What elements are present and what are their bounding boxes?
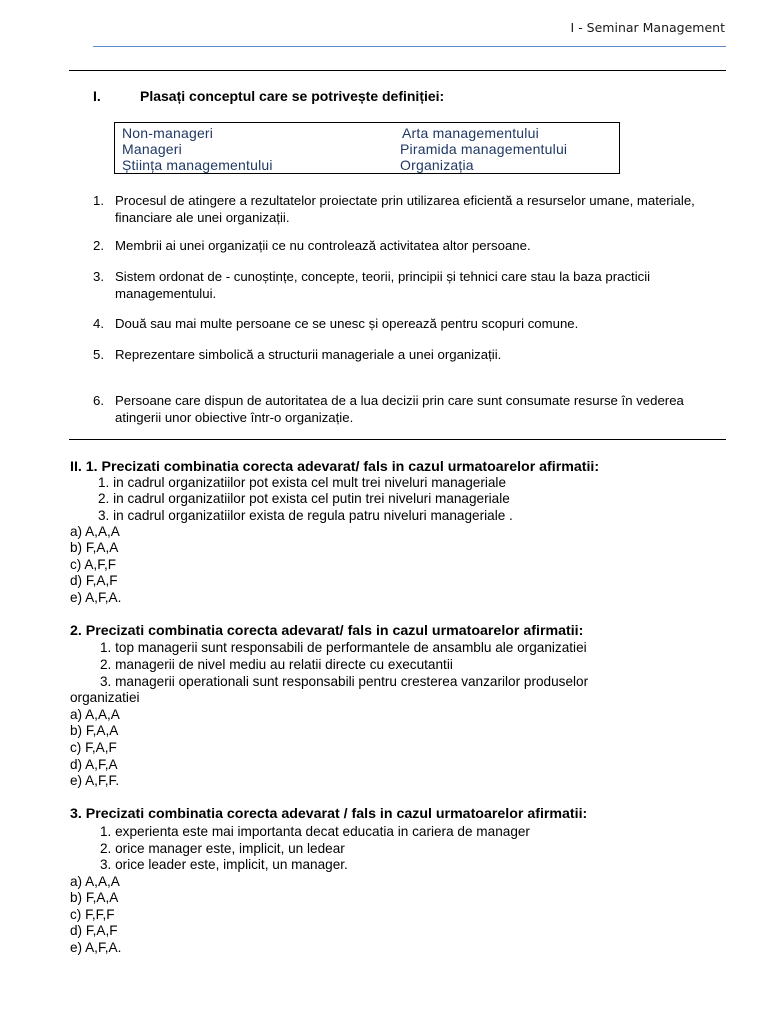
question-2-title: 2. Precizati combinatia corecta adevarat/ fals in cazul urmatoarelor afirmatii: (70, 623, 584, 639)
question-3-option: d) F,A,F (70, 923, 118, 938)
definition-number: 2. (93, 238, 104, 253)
definition-number: 3. (93, 269, 104, 284)
header-rule (93, 46, 726, 47)
definition-text: Două sau mai multe persoane ce se unesc și operează pentru scopuri comune. (115, 316, 579, 331)
definition-number: 6. (93, 393, 104, 408)
concept-piramida-managementului: Piramida managementului (400, 141, 568, 157)
definition-number: 4. (93, 316, 104, 331)
concept-arta-managementului: Arta managementului (402, 125, 539, 141)
question-3-option: c) F,F,F (70, 907, 115, 922)
question-3-statement: 2. orice manager este, implicit, un ledear (100, 841, 345, 856)
question-2-statement: 2. managerii de nivel mediu au relatii directe cu executantii (100, 657, 453, 672)
question-1-option: e) A,F,A. (70, 590, 122, 605)
question-3-statement: 1. experienta este mai importanta decat educatia in cariera de manager (100, 824, 530, 839)
page-header-title: I - Seminar Management (570, 20, 725, 35)
question-1-option: d) F,A,F (70, 573, 118, 588)
definition-text: Membrii ai unei organizații ce nu controlează activitatea altor persoane. (115, 238, 531, 253)
question-2-option: b) F,A,A (70, 723, 119, 738)
question-2-option: e) A,F,F. (70, 773, 120, 788)
question-1-option: b) F,A,A (70, 540, 119, 555)
question-1-statement: 3. in cadrul organizatiilor exista de regula patru niveluri manageriale . (98, 508, 513, 523)
concepts-box (114, 122, 620, 174)
question-2-option: a) A,A,A (70, 707, 120, 722)
question-3-statement: 3. orice leader este, implicit, un manager. (100, 857, 348, 872)
section-divider-top (69, 70, 726, 71)
question-3-option: a) A,A,A (70, 874, 120, 889)
question-1-statement: 1. in cadrul organizatiilor pot exista cel mult trei niveluri manageriale (98, 475, 507, 490)
definition-text: Persoane care dispun de autoritatea de a lua decizii prin care sunt consumate resurse în vederea atingerii unor obiective într-o organizație. (115, 393, 684, 425)
section-divider (69, 439, 726, 440)
question-1-option: c) A,F,F (70, 557, 117, 572)
question-1-statement: 2. in cadrul organizatiilor pot exista cel putin trei niveluri manageriale (98, 491, 510, 506)
concept-non-manageri: Non-manageri (122, 125, 214, 141)
question-2-statement: 1. top managerii sunt responsabili de performantele de ansamblu ale organizatiei (100, 640, 587, 655)
question-1-title: II. 1. Precizati combinatia corecta adevarat/ fals in cazul urmatoarelor afirmatii: (70, 459, 600, 475)
question-3-option: b) F,A,A (70, 890, 119, 905)
question-2-option: c) F,A,F (70, 740, 117, 755)
question-2-statement: 3. managerii operationali sunt responsabili pentru cresterea vanzarilor produselor (100, 674, 589, 689)
question-1-option: a) A,A,A (70, 524, 120, 539)
section1-title: Plasați conceptul care se potrivește definiției: (140, 88, 445, 104)
concept-organizatia: Organizația (400, 157, 474, 173)
concept-stiinta-managementului: Știința managementului (122, 157, 273, 173)
question-2-statement-continuation: organizatiei (70, 690, 140, 705)
question-2-option: d) A,F,A (70, 757, 118, 772)
definition-text: Reprezentare simbolică a structurii manageriale a unei organizații. (115, 347, 502, 362)
question-3-title: 3. Precizati combinatia corecta adevarat / fals in cazul urmatoarelor afirmatii: (70, 806, 588, 822)
definition-number: 5. (93, 347, 104, 362)
definition-text: Procesul de atingere a rezultatelor proiectate prin utilizarea eficientă a resurselor umane, materiale, financiare ale unei organizații. (115, 193, 695, 225)
concept-manageri: Manageri (122, 141, 182, 157)
question-3-option: e) A,F,A. (70, 940, 122, 955)
definition-number: 1. (93, 193, 104, 208)
section1-number: I. (93, 88, 101, 104)
definition-text: Sistem ordonat de - cunoștințe, concepte, teorii, principii și tehnici care stau la baza practicii managementului. (115, 269, 651, 301)
